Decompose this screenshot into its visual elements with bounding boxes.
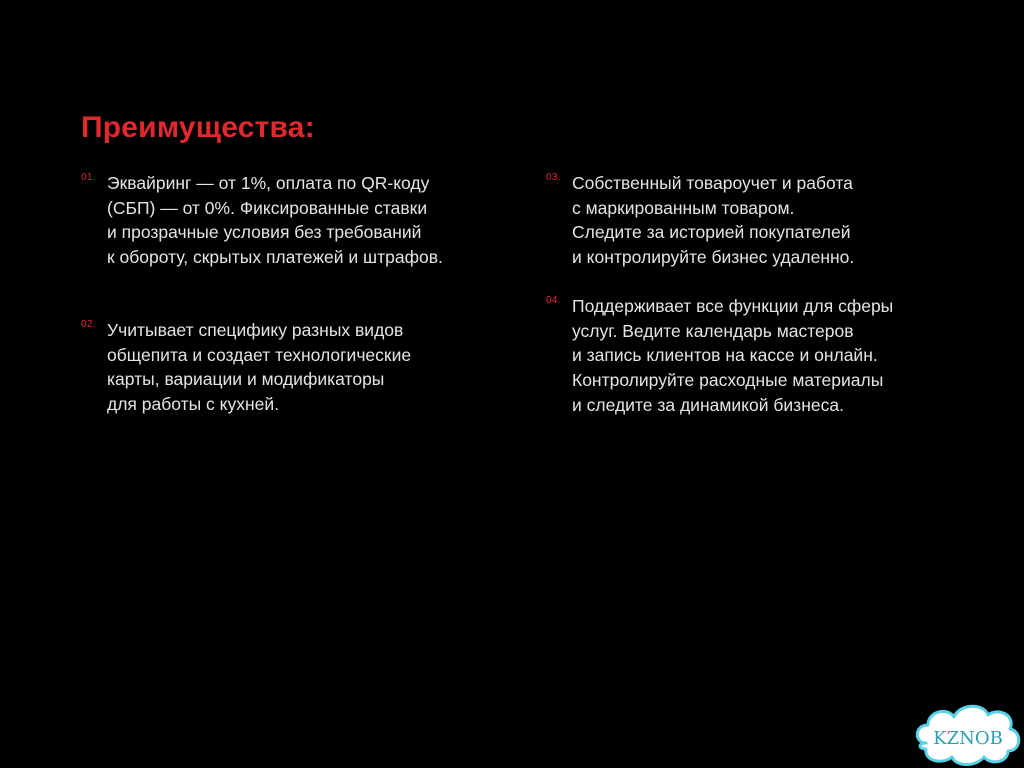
advantage-text: Поддерживает все функции для сферы услуг. Ведите календарь мастеров и запись клиентов на кассе и онлайн. Контролируйте расходные материалы и следите за динамикой бизнеса. (572, 296, 894, 415)
advantage-number: 04. (546, 295, 561, 306)
advantage-text: Эквайринг — от 1%, оплата по QR-коду (СБП) — от 0%. Фиксированные ставки и прозрачные условия без требований к обороту, скрытых платежей и штрафов. (107, 173, 443, 268)
cloud-icon (912, 699, 1024, 768)
advantage-number: 03. (546, 172, 561, 183)
watermark-logo (912, 699, 1024, 768)
watermark-text: KZNOB (933, 728, 1003, 749)
advantage-number: 01. (81, 172, 96, 183)
advantage-text: Собственный товароучет и работа с маркированным товаром. Следите за историей покупателей и контролируйте бизнес удаленно. (572, 173, 855, 268)
advantage-number: 02. (81, 319, 96, 330)
slide-title: Преимущества: (81, 111, 315, 144)
advantage-text: Учитывает специфику разных видов общепита и создает технологические карты, вариации и модификаторы для работы с кухней. (107, 320, 412, 415)
